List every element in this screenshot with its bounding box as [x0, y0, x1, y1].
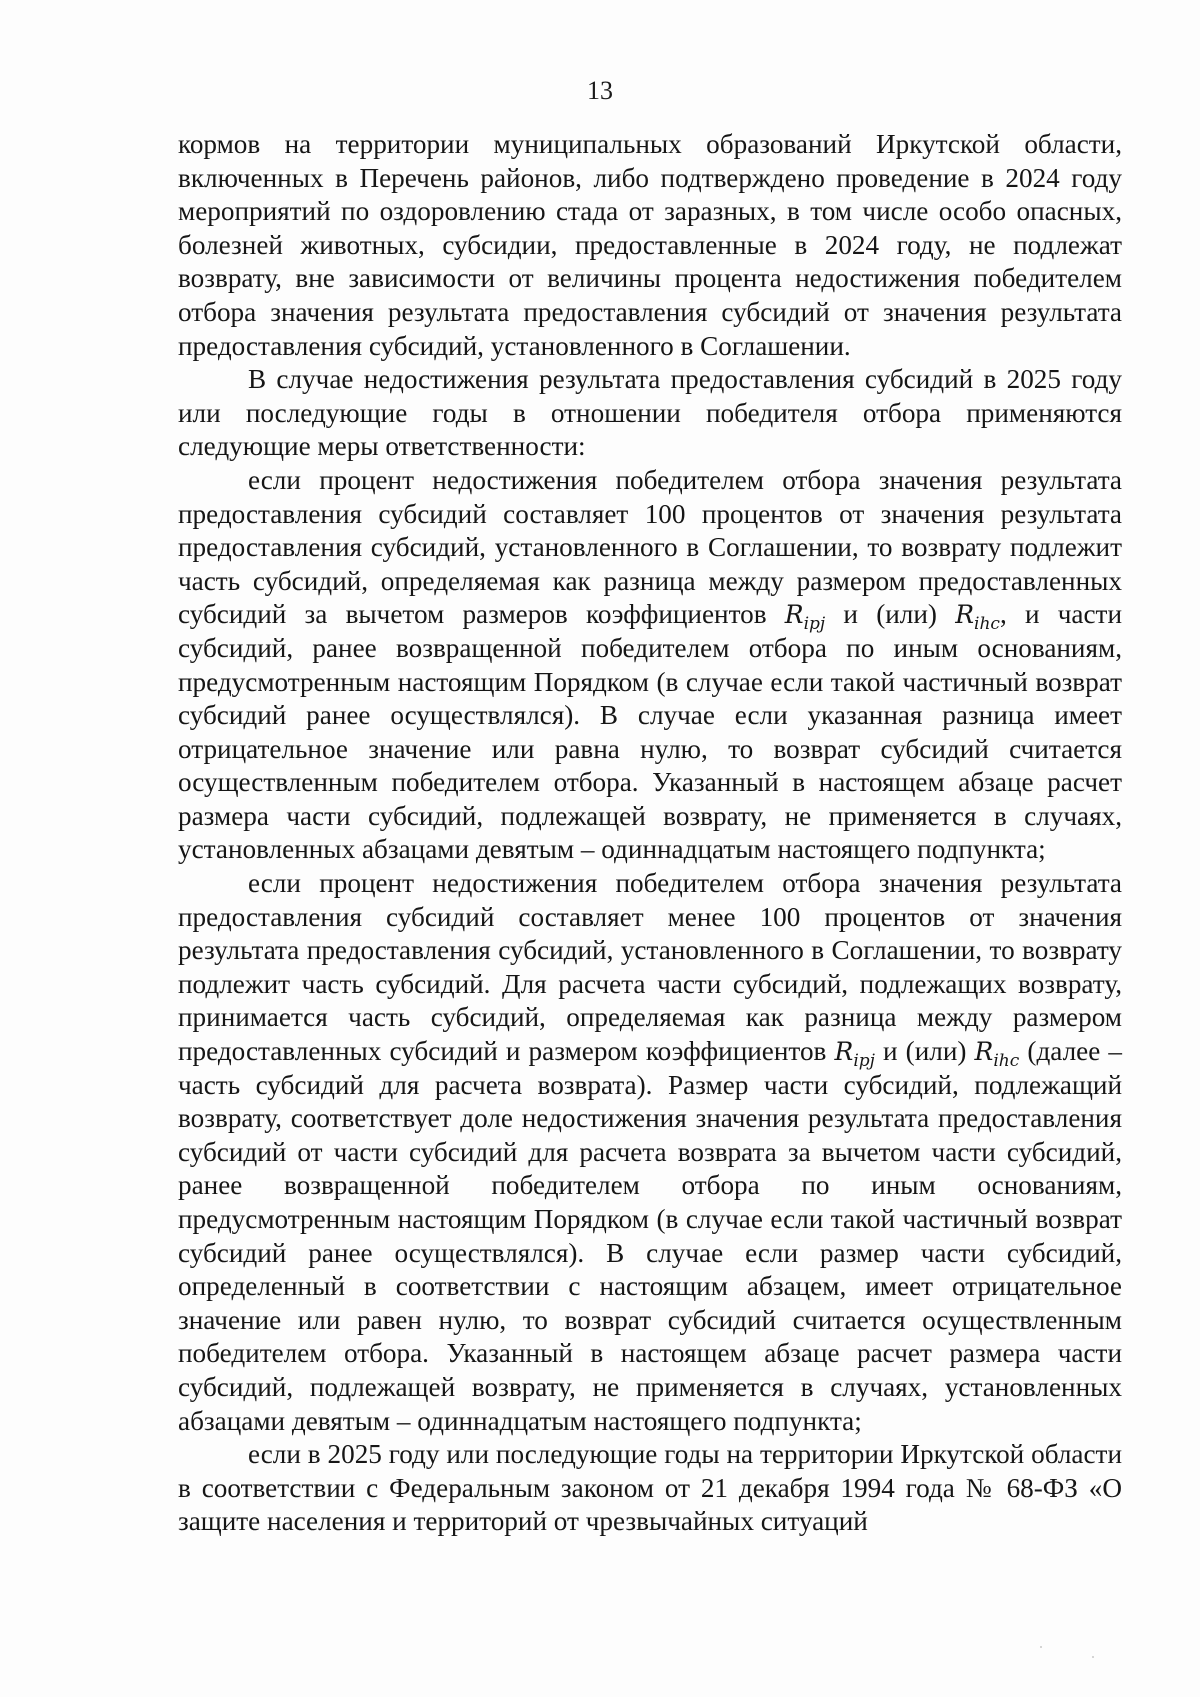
document-body — [178, 128, 1122, 1539]
paragraph-4-text-a: если процент недостижения победителем отбора значения результата предоставления субсидий составляет менее 100 процентов от значения результата предоставления субсидий, установленного в Соглашении, то возврату подлежит часть субсидий. Для расчета части субсидий, подлежащих возврату, принимается часть субсидий, определяемая как разница между размером предоставленных субсидий и размером коэффициентов — [178, 868, 1122, 1067]
coefficient-symbol: R — [974, 1037, 994, 1067]
paragraph-1: кормов на территории муниципальных образований Иркутской области, включенных в Перечень районов, либо подтверждено проведение в 2024 году мероприятий по оздоровлению стада от заразных, в том числе особо опасных, болезней животных, субсидии, предоставленные в 2024 году, не подлежат возврату, вне зависимости от величины процента недостижения победителем отбора значения результата предоставления субсидий от значения результата предоставления субсидий, установленного в Соглашении. — [178, 129, 1122, 361]
coefficient-symbol: R — [955, 600, 975, 630]
paragraph-3-text-b: и (или) — [825, 599, 956, 630]
coefficient-r-ipj — [784, 600, 826, 635]
paragraph-3 — [178, 464, 1122, 867]
coefficient-subscript: ipj — [803, 614, 826, 635]
paragraph-2: В случае недостижения результата предоставления субсидий в 2025 году или последующие годы в отношении победителя отбора применяются следующие меры ответственности: — [178, 364, 1122, 462]
paragraph-3-text-a: если процент недостижения победителем отбора значения результата предоставления субсидий составляет 100 процентов от значения результата предоставления субсидий, установленного в Соглашении, то возврату подлежит часть субсидий, определяемая как разница между размером предоставленных субсидий за вычетом размеров коэффициентов — [178, 464, 1122, 630]
coefficient-symbol: R — [834, 1037, 854, 1067]
coefficient-subscript: ihc — [974, 614, 1000, 635]
coefficient-symbol: R — [784, 600, 804, 630]
scan-artifact — [1092, 1656, 1094, 1658]
coefficient-r-ihc — [955, 600, 1000, 635]
scan-artifact — [1040, 1646, 1042, 1648]
coefficient-r-ipj — [834, 1037, 875, 1072]
paragraph-4-text-b: и (или) — [874, 1036, 975, 1067]
paragraph-5: если в 2025 году или последующие годы на территории Иркутской области в соответствии с Федеральным законом от 21 декабря 1994 года № 68-ФЗ «О защите населения и территорий от чрезвычайных ситуаций — [178, 1439, 1122, 1537]
paragraph-3-text-c: , и части субсидий, ранее возвращенной победителем отбора по иным основаниям, предусмотренным настоящим Порядком (в случае если такой частичный возврат субсидий ранее осуществлялся). В случае если указанная разница имеет отрицательное значение или равна нулю, то возврат субсидий считается осуществленным победителем отбора. Указанный в настоящем абзаце расчет размера части субсидий, подлежащей возврату, не применяется в случаях, установленных абзацами девятым – одиннадцатым настоящего подпункта; — [178, 599, 1122, 865]
coefficient-subscript: ipj — [853, 1051, 875, 1072]
coefficient-r-ihc — [974, 1037, 1020, 1072]
coefficient-subscript: ihc — [993, 1051, 1020, 1072]
paragraph-4-text-c: (далее – часть субсидий для расчета возврата). Размер части субсидий, подлежащий возврату, соответствует доле недостижения значения результата предоставления субсидий от части субсидий для расчета возврата за вычетом части субсидий, ранее возвращенной победителем отбора по иным основаниям, предусмотренным настоящим Порядком (в случае если такой частичный возврат субсидий ранее осуществлялся). В случае если размер части субсидий, определенный в соответствии с настоящим абзацем, имеет отрицательное значение или равен нулю, то возврат субсидий считается осуществленным победителем отбора. Указанный в настоящем абзаце расчет размера части субсидий, подлежащей возврату, не применяется в случаях, установленных абзацами девятым – одиннадцатым настоящего подпункта; — [178, 1036, 1122, 1436]
page-number: 13 — [587, 76, 613, 105]
paragraph-4 — [178, 867, 1122, 1438]
